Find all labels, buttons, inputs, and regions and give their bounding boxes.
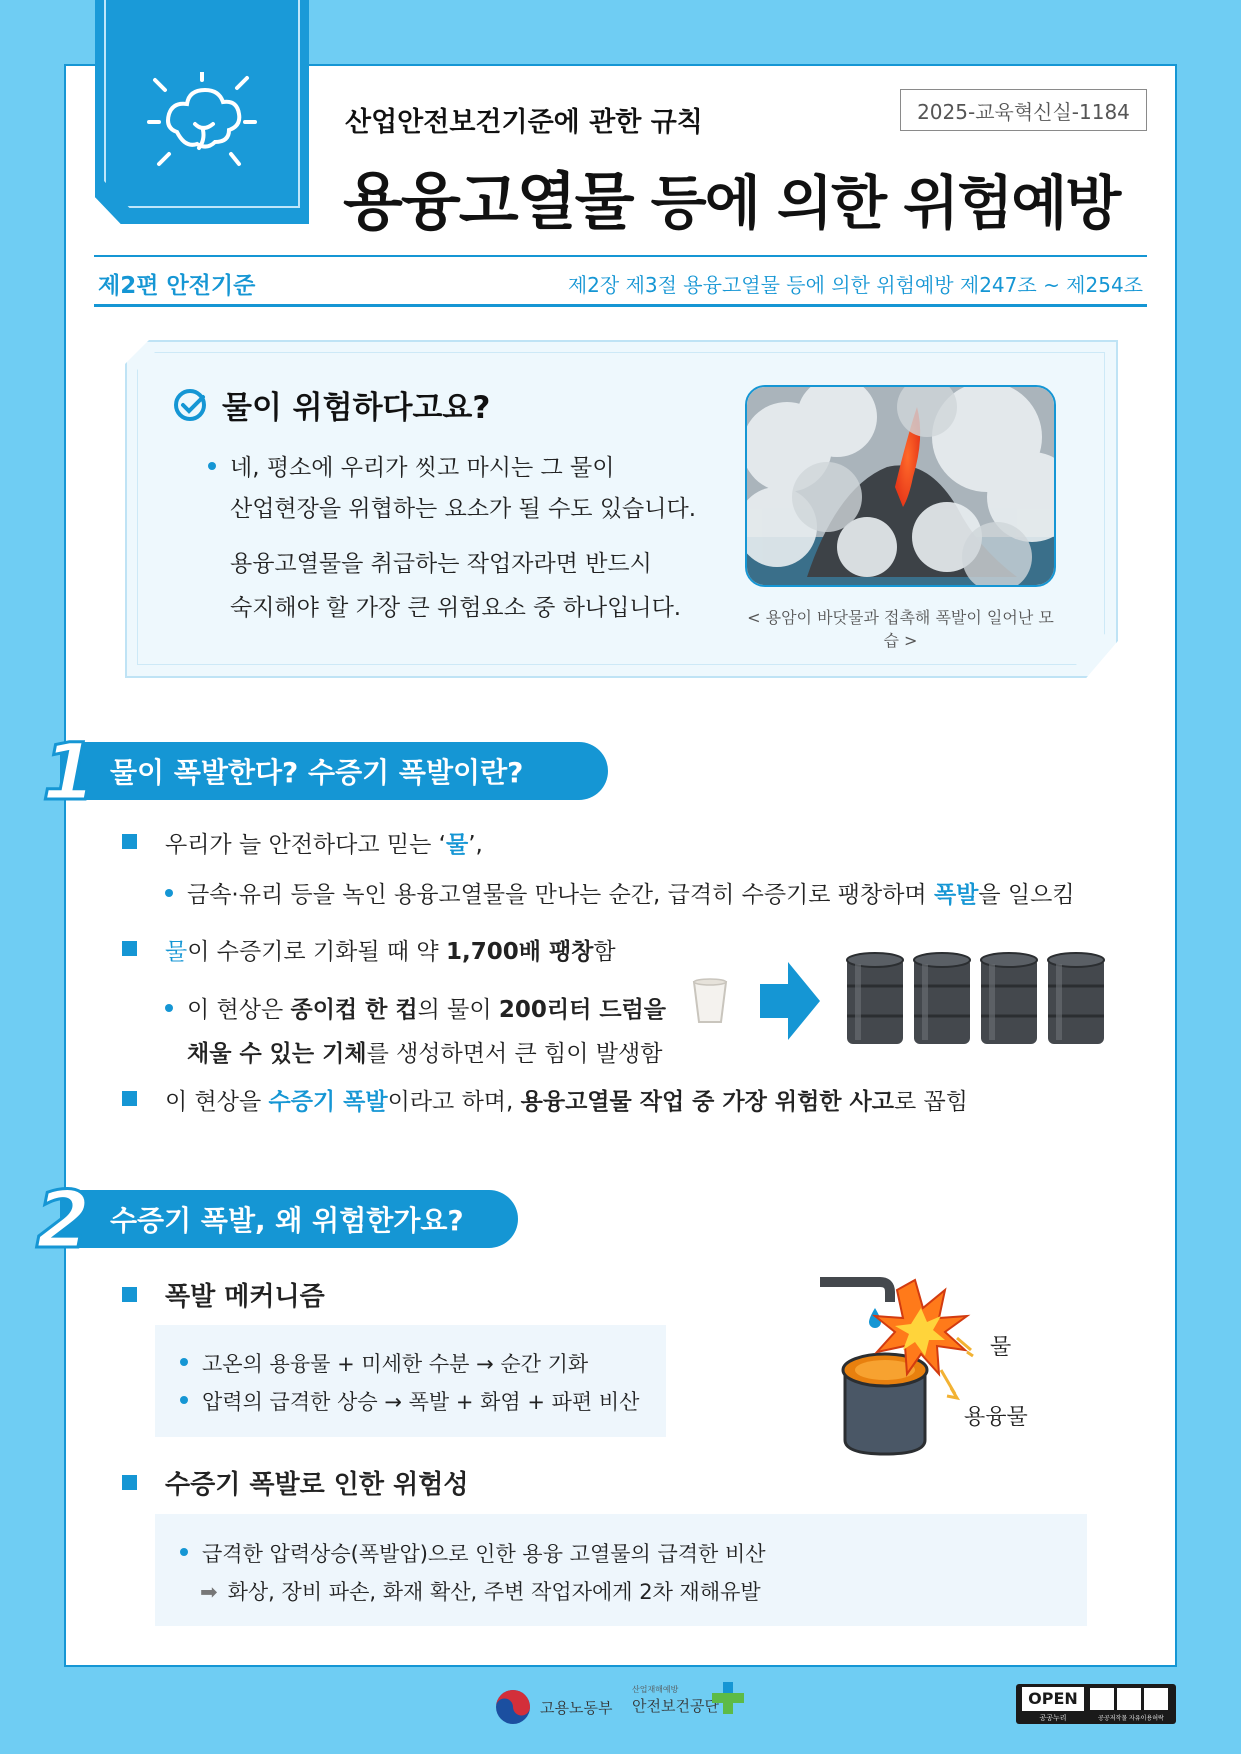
highlight: 물	[445, 832, 469, 858]
license-icons	[1090, 1688, 1168, 1710]
square-bullet	[122, 1091, 137, 1106]
bullet-dot	[208, 462, 216, 470]
section-2-number: 2	[36, 1176, 91, 1266]
paper-cup-icon	[690, 978, 730, 1024]
mechanism-title: 폭발 메커니즘	[165, 1282, 325, 1312]
bullet-dot	[165, 889, 173, 897]
text: 이 수증기로 기화될 때 약	[187, 939, 446, 965]
taegeuk-icon	[494, 1688, 532, 1726]
noncommercial-icon	[1117, 1688, 1141, 1710]
open-desc: 공공저작물 자유이용허락	[1098, 1715, 1164, 1722]
title-rest: 등에 의한 위험예방	[650, 169, 1120, 237]
section-1-header	[60, 742, 608, 800]
square-bullet	[122, 1287, 137, 1302]
risk-box	[155, 1514, 1087, 1626]
text: 이 현상은	[187, 997, 291, 1023]
agency-logo	[632, 1684, 719, 1716]
attribution-icon	[1090, 1688, 1114, 1710]
bullet-dot	[180, 1548, 188, 1556]
section-1-title: 물이 폭발한다? 수증기 폭발이란?	[110, 756, 524, 789]
square-bullet	[122, 941, 137, 956]
highlight: 물	[165, 939, 188, 965]
agency-small: 산업재해예방	[632, 1685, 679, 1694]
text: 를 생성하면서 큰 힘이 발생함	[366, 1041, 663, 1067]
bold-text: 1,700배 팽창	[445, 939, 594, 965]
square-bullet	[122, 1475, 137, 1490]
subtitle: 산업안전보건기준에 관한 규칙	[345, 107, 703, 138]
arrow-right-icon	[760, 962, 820, 1040]
intro-heading-text: 물이 위험하다고요?	[222, 390, 491, 426]
risk-title: 수증기 폭발로 인한 위험성	[165, 1470, 469, 1500]
text: ’,	[468, 832, 483, 858]
nomodify-icon	[1144, 1688, 1168, 1710]
section-articles: 제2장 제3절 용융고열물 등에 의한 위험예방 제247조 ~ 제254조	[567, 273, 1143, 297]
section-2-header	[60, 1190, 518, 1248]
intro-paragraph-1	[208, 448, 696, 530]
text: 함	[593, 939, 616, 965]
s1-item-3	[165, 1083, 968, 1116]
bold-text: 용융고열물 작업 중 가장 위험한 사고	[520, 1089, 894, 1115]
intro-line: 용융고열물을 취급하는 작업자라면 반드시	[230, 551, 652, 577]
open-sub: 공공누리	[1039, 1714, 1067, 1722]
bullet-dot	[180, 1396, 188, 1404]
section-part: 제2편 안전기준	[98, 273, 256, 299]
bold-text: 200리터 드럼을	[498, 997, 666, 1023]
intro-line: 네, 평소에 우리가 씻고 마시는 그 물이	[230, 455, 615, 481]
label-water: 물	[990, 1335, 1012, 1360]
title-main: 용융고열물	[343, 165, 633, 238]
intro-line: 산업현장을 위협하는 요소가 될 수도 있습니다.	[230, 496, 697, 522]
text: 고온의 용융물 + 미세한 수분 → 순간 기화	[202, 1352, 589, 1376]
text: 우리가 늘 안전하다고 믿는 ‘	[165, 832, 446, 858]
text: 급격한 압력상승(폭발압)으로 인한 용융 고열물의 급격한 비산	[202, 1542, 766, 1566]
s1-item-2	[165, 933, 616, 966]
open-license-badge	[1016, 1684, 1176, 1724]
page-title	[343, 152, 1119, 241]
mechanism-item	[180, 1348, 588, 1378]
icon-tab-border	[104, 0, 300, 208]
highlight: 폭발	[933, 882, 979, 908]
text: 로 꼽힘	[893, 1089, 968, 1115]
ministry-logo	[494, 1688, 612, 1726]
intro-line: 숙지해야 할 가장 큰 위험요소 중 하나입니다.	[230, 595, 682, 621]
risk-item	[180, 1538, 766, 1568]
intro-paragraph-2	[230, 542, 681, 630]
section-2-title: 수증기 폭발, 왜 위험한가요?	[110, 1204, 464, 1237]
highlight: 수증기 폭발	[268, 1089, 388, 1115]
ministry-name: 고용노동부	[540, 1698, 613, 1717]
s1-item-1	[165, 826, 483, 859]
lava-steam-photo	[745, 385, 1056, 587]
square-bullet	[122, 834, 137, 849]
oil-drums-icon	[845, 952, 1107, 1050]
text: 금속·유리 등을 녹인 용융고열물을 만나는 순간, 급격히 수증기로 팽창하며	[187, 882, 934, 908]
photo-caption: < 용암이 바닷물과 접촉해 폭발이 일어난 모습 >	[747, 608, 1054, 650]
s1-item-1-sub	[165, 876, 1075, 909]
text: 이 현상을	[165, 1089, 269, 1115]
bullet-dot	[165, 1004, 173, 1012]
open-label: OPEN	[1022, 1687, 1084, 1711]
section-bar	[94, 255, 1147, 307]
document-number: 2025-교육혁신실-1184	[900, 89, 1147, 131]
mechanism-item	[180, 1386, 639, 1416]
bold-text: 종이컵 한 컵	[290, 997, 418, 1023]
section-1-number: 1	[42, 728, 97, 818]
text: 의 물이	[417, 997, 499, 1023]
text: 을 일으킴	[978, 882, 1075, 908]
risk-sub	[200, 1576, 761, 1606]
agency-name: 안전보건공단	[632, 1697, 719, 1715]
label-molten: 용융물	[964, 1405, 1028, 1430]
check-circle-icon	[172, 387, 208, 423]
text: 화상, 장비 파손, 화재 확산, 주변 작업자에게 2차 재해유발	[227, 1580, 761, 1604]
green-cross-icon	[710, 1680, 746, 1716]
text: 압력의 급격한 상승 → 폭발 + 화염 + 파편 비산	[202, 1390, 640, 1414]
s1-item-2-sub	[165, 988, 666, 1076]
mechanism-box	[155, 1325, 666, 1437]
arrow-right-icon: ➡	[200, 1580, 218, 1604]
bullet-dot	[180, 1358, 188, 1366]
bold-text: 채울 수 있는 기체	[187, 1041, 367, 1067]
intro-heading	[172, 382, 490, 427]
text: 이라고 하며,	[387, 1089, 521, 1115]
steam-explosion-illustration	[815, 1270, 1015, 1460]
